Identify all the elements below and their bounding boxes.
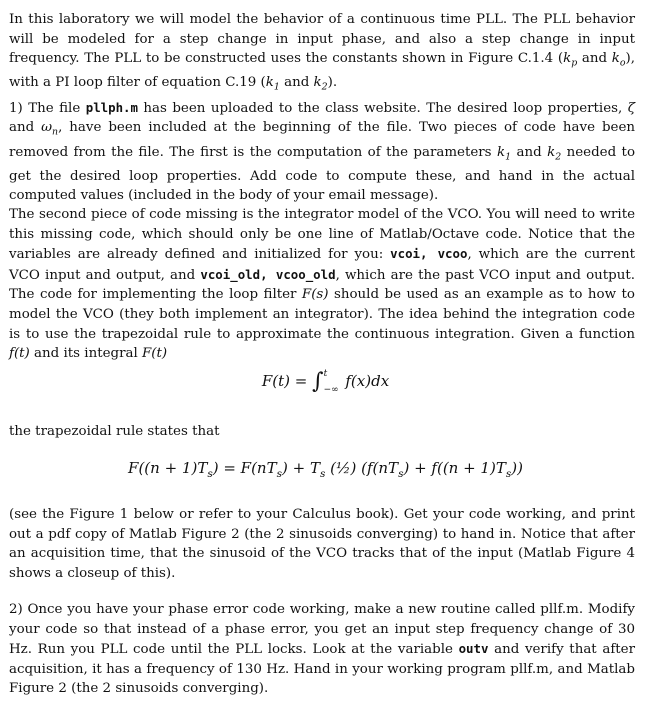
text-run: , have been included at the beginning of the file. Two pieces of code have been removed from the file. The first is the computation of the parameters bbox=[9, 120, 635, 160]
intro-paragraph bbox=[9, 10, 635, 206]
integral-equation: F(t) = ∫ t −∞ f(x)dx bbox=[261, 369, 390, 395]
math-Fs: F(s) bbox=[301, 287, 329, 303]
text-run: should be used as an example as to how to model the VCO (they both implement an integrator). The idea behind the integration code is to use the trapezoidal rule to approximate the continuous integration. Given a function bbox=[9, 287, 635, 342]
text-run: and its integral bbox=[29, 346, 142, 362]
math-Ft: F(t) bbox=[142, 346, 168, 362]
code-variables-current: vcoi, vcoo bbox=[390, 246, 468, 262]
frequency-step-paragraph bbox=[9, 600, 635, 699]
math-wn: $\omega_n$ bbox=[41, 120, 59, 138]
text-run: and verify that after acquisition, it has a frequency of 130 Hz. Hand in your working program pllf.m, and Matlab Figure 2 (the 2 sinusoids converging). bbox=[9, 642, 635, 697]
math-k2: $k_2$ bbox=[547, 144, 562, 163]
text-run: ), with a PI loop filter of equation C.19 ( bbox=[9, 51, 635, 91]
text-run: ). bbox=[327, 75, 338, 91]
vco-paragraph bbox=[9, 205, 635, 364]
file-name-code: pllph.m bbox=[85, 99, 138, 115]
math-kp: $k_p$ bbox=[563, 51, 578, 69]
code-variable-outv: outv bbox=[458, 641, 489, 657]
text-run: 1) The file bbox=[9, 100, 86, 116]
math-k1: $k_1$ bbox=[265, 75, 280, 94]
text-run: , which are the past VCO input and output. The code for implementing the loop filter bbox=[9, 267, 636, 303]
text-run: In this laboratory we will model the behavior of a continuous time PLL. The PLL behavior will be modeled for a step change in input phase, and also a step change in input frequency. The PLL to be constructed uses the constants shown in Figure C.1.4 ( bbox=[9, 12, 635, 67]
integral-sign: ∫ bbox=[312, 369, 324, 394]
text-run: has been uploaded to the class website. The desired loop properties, bbox=[137, 100, 628, 116]
trapezoid-intro bbox=[9, 422, 635, 442]
text-run: and bbox=[511, 144, 548, 160]
math-k1: $k_1$ bbox=[496, 144, 512, 163]
text-run: and bbox=[577, 51, 612, 67]
math-zeta: ζ bbox=[627, 100, 635, 116]
text-run: the trapezoidal rule states that bbox=[9, 424, 220, 439]
text-run: 2) Once you have your phase error code working, make a new routine called pllf.m. Modify your code so that instead of a phase error, you get an input step frequency change of 30 Hz. Run you PLL code until the PLL locks. Look at the variable bbox=[9, 602, 635, 658]
text-run: (see the Figure 1 below or refer to your Calculus book). Get your code working, and print out a pdf copy of Matlab Figure 2 (the 2 sinusoids converging) to hand in. Notice that after an acquisition time, that the sinusoid of the VCO tracks that of the input (Matlab Figure 4 shows a closeup of this). bbox=[9, 507, 635, 581]
text-run: The second piece of code missing is the integrator model of the VCO. You will need to write this missing code, which should only be one line of Matlab/Octave code. Notice that the variables are already defined and initialized for you: bbox=[9, 207, 635, 263]
figure-instructions-paragraph bbox=[9, 505, 635, 583]
text-run: needed to get the desired loop properties. Add code to compute these, and hand in the actual computed values (included in the body of your email message). bbox=[9, 144, 636, 204]
math-k2: $k_2$ bbox=[313, 75, 328, 94]
math-ko: $k_o$ bbox=[611, 51, 626, 69]
text-run: and bbox=[9, 120, 42, 136]
code-variables-past: vcoi_old, vcoo_old bbox=[200, 266, 336, 282]
text-run: , which are the current VCO input and output, and bbox=[9, 247, 636, 283]
text-run: and bbox=[279, 75, 314, 91]
trapezoidal-rule-equation: $F((n + 1)T_s) = F(nT_s) + T_s$ (½) $(f(nT_s) + f((n + 1)T_s))$ bbox=[128, 459, 523, 480]
math-ft: f(t) bbox=[9, 346, 30, 362]
